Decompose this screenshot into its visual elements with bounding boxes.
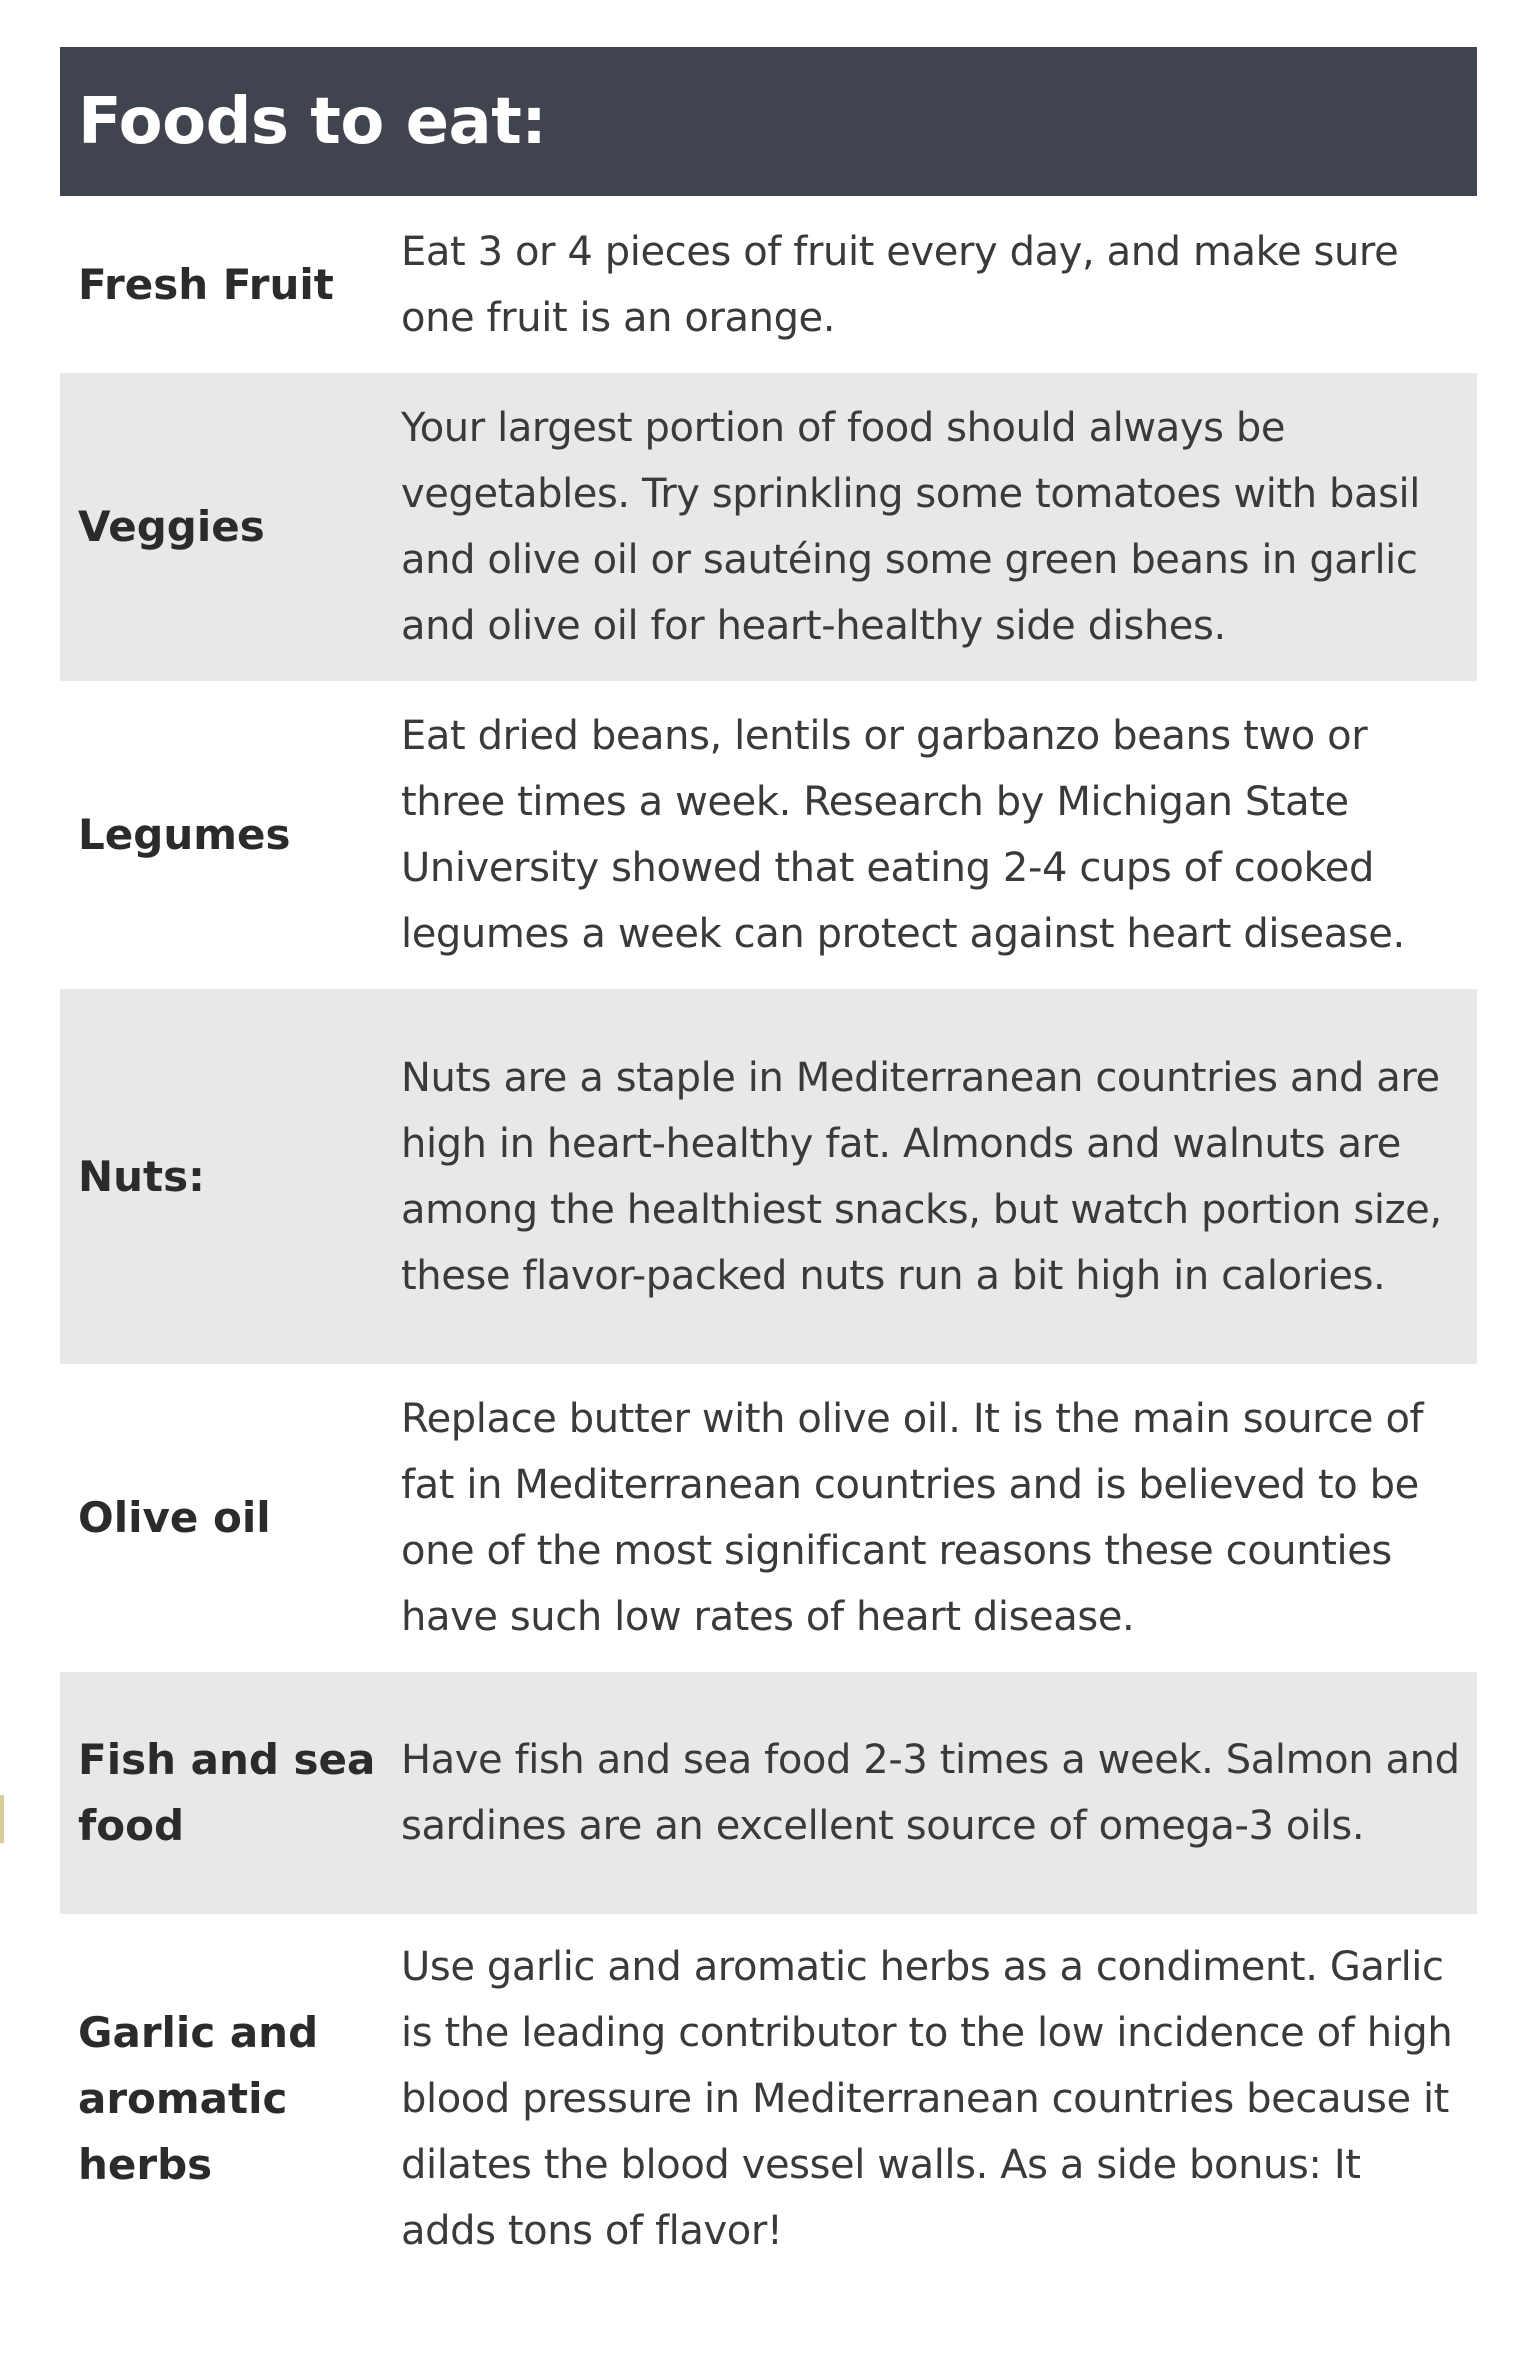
row-description: Eat 3 or 4 pieces of fruit every day, and make sure one fruit is an orange. xyxy=(401,228,1399,341)
row-label: Fresh Fruit xyxy=(78,259,334,309)
row-label: Legumes xyxy=(78,810,291,859)
table-header xyxy=(60,47,1477,196)
row-label: Veggies xyxy=(78,502,265,551)
page-edge-mark xyxy=(0,1795,4,1843)
row-legumes xyxy=(60,681,1477,989)
row-description: Eat dried beans, lentils or garbanzo beans two or three times a week. Research by Michigan State University showed that eating 2-4 cups of cooked legumes a week can protect against heart disease. xyxy=(401,713,1405,957)
row-label: Garlic and aromatic herbs xyxy=(78,2008,319,2189)
row-description: Your largest portion of food should always be vegetables. Try sprinkling some tomatoes with basil and olive oil or sautéing some green beans in garlic and olive oil for heart-healthy side dishes. xyxy=(401,405,1420,649)
row-label: Fish and sea food xyxy=(78,1735,376,1850)
row-description: Have fish and sea food 2-3 times a week. Salmon and sardines are an excellent source of omega-3 oils. xyxy=(401,1737,1460,1849)
foods-table xyxy=(60,47,1477,2284)
header-title: Foods to eat: xyxy=(78,84,547,159)
row-description: Nuts are a staple in Mediterranean countries and are high in heart-healthy fat. Almonds and walnuts are among the healthiest snacks, but watch portion size, these flavor-packed nuts run a bit high in calories. xyxy=(401,1054,1442,1299)
row-garlic-and-aromatic-herbs xyxy=(60,1914,1477,2284)
row-label: Olive oil xyxy=(78,1493,271,1542)
row-label: Nuts: xyxy=(78,1151,205,1201)
row-nuts xyxy=(60,989,1477,1364)
row-fresh-fruit xyxy=(60,196,1477,373)
row-fish-and-sea-food xyxy=(60,1672,1477,1914)
row-description: Use garlic and aromatic herbs as a condiment. Garlic is the leading contributor to the low incidence of high blood pressure in Mediterranean countries because it dilates the blood vessel walls. As a side bonus: It adds tons of flavor! xyxy=(401,1944,1453,2254)
row-description: Replace butter with olive oil. It is the main source of fat in Mediterranean countries and is believed to be one of the most significant reasons these counties have such low rates of heart disease. xyxy=(401,1396,1424,1640)
row-veggies xyxy=(60,373,1477,681)
row-olive-oil xyxy=(60,1364,1477,1672)
